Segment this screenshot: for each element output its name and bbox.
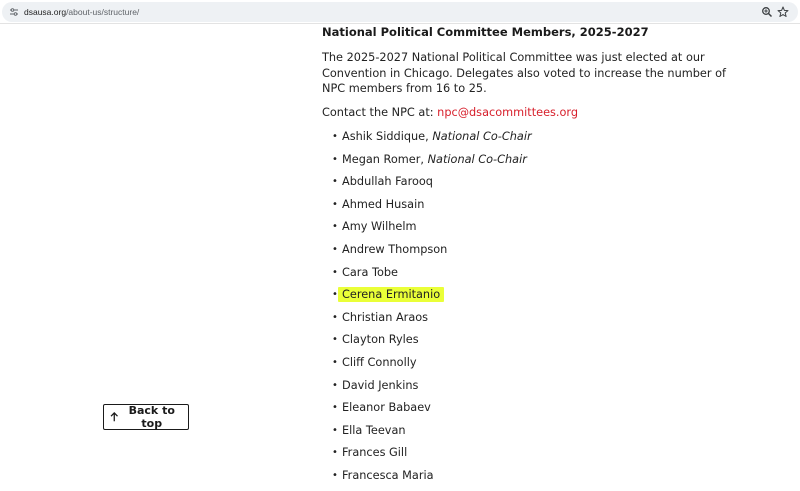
member-name: Clayton Ryles (342, 333, 419, 347)
member-item (322, 197, 532, 220)
bullet: • (332, 334, 338, 346)
member-item (322, 219, 532, 242)
member-name: Ashik Siddique (342, 130, 426, 143)
member-item (322, 332, 532, 355)
bullet: • (332, 424, 338, 436)
bullet: • (332, 198, 338, 210)
member-item (322, 445, 532, 468)
url-text[interactable] (24, 5, 139, 19)
member-name: Christian Araos (342, 310, 429, 324)
member-item (322, 355, 532, 378)
section-intro: The 2025-2027 National Political Committee was just elected at our Convention in Chicago. Delegates also voted to increase the number of NPC members from 16 to 25. (322, 51, 726, 95)
member-name: Ella Teevan (342, 423, 406, 437)
member-role: National Co-Chair (432, 130, 532, 143)
section-heading: National Political Committee Members, 2025-2027 (322, 25, 649, 39)
bullet: • (332, 243, 338, 255)
url-path: /about-us/structure/ (66, 7, 140, 17)
npc-section (322, 25, 742, 482)
member-item (322, 468, 532, 491)
address-bar[interactable] (2, 2, 798, 22)
member-name: Cliff Connolly (342, 355, 417, 369)
bullet: • (332, 402, 338, 414)
member-name: Amy Wilhelm (342, 220, 417, 234)
bullet: • (332, 311, 338, 323)
member-name: Frances Gill (342, 446, 408, 460)
zoom-icon[interactable] (761, 6, 773, 18)
member-list (322, 129, 532, 491)
member-name: Ahmed Husain (342, 197, 425, 211)
member-item: • Megan Romer, National Co-Chair (332, 152, 527, 166)
member-item (322, 310, 532, 333)
back-to-top-button[interactable] (103, 404, 189, 430)
member-name: Abdullah Farooq (342, 175, 433, 189)
arrow-up-icon (110, 411, 119, 423)
member-item (322, 242, 532, 265)
browser-toolbar (0, 0, 800, 24)
member-item (322, 265, 532, 288)
member-name: Eleanor Babaev (342, 401, 431, 415)
site-info-icon[interactable] (9, 7, 19, 17)
bullet: • (332, 356, 338, 368)
member-name: Megan Romer (342, 152, 421, 166)
bullet: • (332, 447, 338, 459)
member-item (322, 174, 532, 197)
member-item (322, 400, 532, 423)
bullet: • (332, 266, 338, 278)
bullet: • (332, 379, 338, 391)
bullet: • (332, 176, 338, 188)
member-name: Cara Tobe (342, 265, 398, 279)
member-item (322, 378, 532, 401)
bullet: • (332, 221, 338, 233)
contact-email-link[interactable]: npc@dsacommittees.org (437, 106, 579, 119)
member-role: National Co-Chair (427, 152, 527, 166)
bullet: • (332, 131, 338, 142)
back-to-top-label: Back to top (128, 404, 175, 430)
bullet: • (332, 153, 338, 165)
member-name-highlighted: Cerena Ermitanio (338, 287, 444, 302)
contact-label: Contact the NPC at: (322, 106, 438, 119)
member-item: • Ashik Siddique, National Co-Chair (332, 130, 532, 143)
member-name: David Jenkins (342, 378, 419, 392)
member-name: Francesca Maria (342, 468, 434, 482)
member-name: Andrew Thompson (342, 242, 448, 256)
member-item-highlighted (322, 287, 532, 310)
url-domain: dsausa.org (24, 7, 67, 17)
contact-line (322, 105, 578, 120)
star-icon[interactable] (777, 6, 789, 18)
member-item (322, 423, 532, 446)
bullet: • (332, 289, 338, 301)
bullet: • (332, 469, 338, 481)
